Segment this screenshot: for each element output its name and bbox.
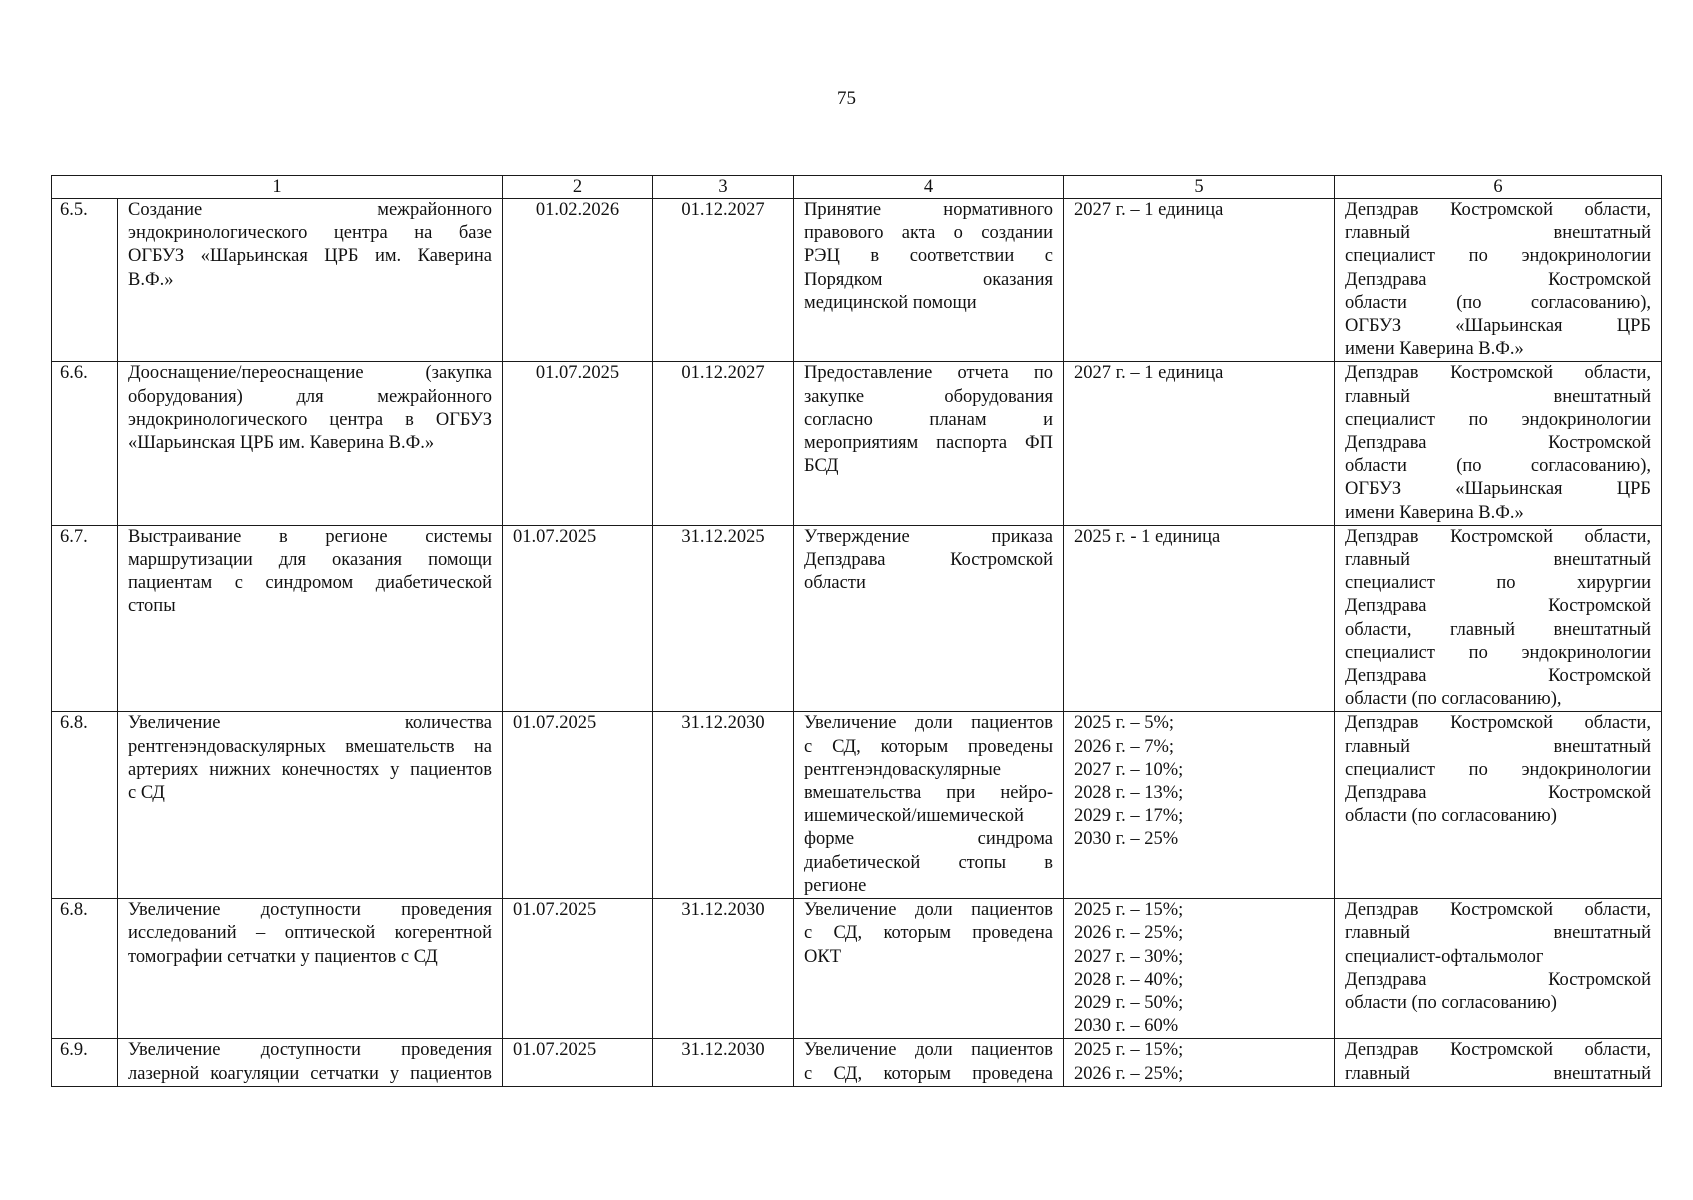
cell-text-line: Увеличение количества (128, 713, 492, 734)
start-date: 01.07.2025 (503, 1039, 653, 1086)
cell-text-line: Увеличение доступности проведения (128, 900, 492, 921)
cell-text-line: ОГБУЗ «Шарьинская ЦРБ им. Каверина (128, 246, 492, 267)
cell-text-line: согласно планам и (804, 409, 1053, 430)
responsible-party (1335, 1039, 1662, 1086)
cell-text-line: ОГБУЗ «Шарьинская ЦРБ (1345, 479, 1651, 500)
cell-text-line: эндокринологического центра в ОГБУЗ (128, 409, 492, 430)
cell-text-line: эндокринологического центра на базе (128, 223, 492, 244)
cell-text-line: Увеличение доли пациентов (804, 1040, 1053, 1061)
cell-text-line: артериях нижних конечностях у пациентов (128, 759, 492, 780)
cell-text-line: с СД (128, 783, 165, 804)
target-indicator (1064, 712, 1335, 899)
end-date: 31.12.2025 (653, 525, 794, 712)
cell-text-line: правового акта о создании (804, 223, 1053, 244)
cell-text-line: маршрутизации для оказания помощи (128, 550, 492, 571)
end-date: 31.12.2030 (653, 1039, 794, 1086)
cell-text-line: специалист по эндокринологии (1345, 246, 1651, 267)
measure-title (118, 1039, 503, 1086)
cell-text-line: Депздрава Костромской (804, 550, 1053, 571)
cell-text-line: Депздрав Костромской области, (1345, 363, 1651, 384)
cell-text-line: главный внештатный (1345, 386, 1651, 407)
header-col-2: 2 (503, 176, 653, 199)
cell-text-line: РЭЦ в соответствии с (804, 246, 1053, 267)
end-date: 31.12.2030 (653, 899, 794, 1039)
start-date: 01.07.2025 (503, 362, 653, 525)
cell-text-line: Депздрава Костромской (1345, 269, 1651, 290)
cell-text-line: 2025 г. – 15%; (1074, 900, 1184, 921)
cell-text-line: специалист по эндокринологии (1345, 759, 1651, 780)
cell-text-line: ОГБУЗ «Шарьинская ЦРБ (1345, 316, 1651, 337)
start-date: 01.07.2025 (503, 525, 653, 712)
cell-text-line: с СД, которым проведены (804, 736, 1053, 757)
cell-text-line: имени Каверина В.Ф.» (1345, 502, 1524, 523)
table-body (52, 176, 1662, 1087)
expected-result (794, 899, 1064, 1039)
target-indicator (1064, 525, 1335, 712)
cell-text-line: Порядком оказания (804, 269, 1053, 290)
cell-text-line: 2025 г. - 1 единица (1074, 526, 1221, 547)
cell-text-line: Депздрав Костромской области, (1345, 713, 1651, 734)
cell-text-line: главный внештатный (1345, 550, 1651, 571)
cell-text-line: 2027 г. – 1 единица (1074, 363, 1224, 384)
cell-text-line: главный внештатный (1345, 736, 1651, 757)
responsible-party (1335, 525, 1662, 712)
cell-text-line: стопы (128, 596, 176, 617)
row-number: 6.9. (52, 1039, 118, 1086)
cell-text-line: Депздрава Костромской (1345, 969, 1651, 990)
cell-text-line: 2026 г. – 25%; (1074, 923, 1184, 944)
cell-text-line: Депздрав Костромской области, (1345, 526, 1651, 547)
target-indicator (1064, 362, 1335, 525)
row-number: 6.7. (52, 525, 118, 712)
cell-text-line: области (по согласованию), (1345, 456, 1651, 477)
cell-text-line: закупке оборудования (804, 386, 1053, 407)
cell-text-line: мероприятиям паспорта ФП (804, 433, 1053, 454)
cell-text-line: Депздрава Костромской (1345, 783, 1651, 804)
cell-text-line: Увеличение доли пациентов (804, 713, 1053, 734)
start-date: 01.07.2025 (503, 899, 653, 1039)
measure-title (118, 199, 503, 362)
cell-text-line: медицинской помощи (804, 292, 977, 313)
expected-result (794, 1039, 1064, 1086)
cell-text-line: 2028 г. – 13%; (1074, 783, 1184, 804)
cell-text-line: 2027 г. – 30%; (1074, 946, 1184, 967)
responsible-party (1335, 712, 1662, 899)
cell-text-line: главный внештатный (1345, 923, 1651, 944)
cell-text-line: Принятие нормативного (804, 200, 1053, 220)
cell-text-line: специалист по хирургии (1345, 573, 1651, 594)
measure-title (118, 899, 503, 1039)
cell-text-line: области (по согласованию), (1345, 292, 1651, 313)
cell-text-line: форме синдрома (804, 829, 1053, 850)
measure-title (118, 712, 503, 899)
cell-text-line: области (804, 573, 866, 594)
page-number: 75 (837, 88, 856, 109)
cell-text-line: Увеличение доли пациентов (804, 900, 1053, 921)
cell-text-line: 2028 г. – 40%; (1074, 969, 1184, 990)
cell-text-line: исследований – оптической когерентной (128, 923, 492, 944)
table-row (52, 199, 1662, 362)
cell-text-line: области (по согласованию) (1345, 992, 1557, 1013)
cell-text-line: с СД, которым проведена (804, 1063, 1053, 1084)
cell-text-line: рентгенэндоваскулярных вмешательств на (128, 736, 492, 757)
table-row (52, 712, 1662, 899)
row-number: 6.8. (52, 712, 118, 899)
cell-text-line: Депздрава Костромской (1345, 596, 1651, 617)
table-row (52, 1039, 1662, 1086)
cell-text-line: БСД (804, 456, 839, 477)
row-number: 6.6. (52, 362, 118, 525)
expected-result (794, 525, 1064, 712)
cell-text-line: 2029 г. – 17%; (1074, 806, 1184, 827)
cell-text-line: «Шарьинская ЦРБ им. Каверина В.Ф.» (128, 433, 435, 454)
target-indicator (1064, 1039, 1335, 1086)
cell-text-line: области, главный внештатный (1345, 619, 1651, 640)
table-header-row (52, 176, 1662, 199)
cell-text-line: 2027 г. – 1 единица (1074, 200, 1224, 220)
cell-text-line: 2029 г. – 50%; (1074, 992, 1184, 1013)
end-date: 31.12.2030 (653, 712, 794, 899)
cell-text-line: 2030 г. – 60% (1074, 1016, 1179, 1037)
responsible-party (1335, 199, 1662, 362)
cell-text-line: Депздрава Костромской (1345, 433, 1651, 454)
header-col-4: 4 (794, 176, 1064, 199)
cell-text-line: пациентам с синдромом диабетической (128, 573, 492, 594)
cell-text-line: Выстраивание в регионе системы (128, 526, 492, 547)
cell-text-line: области (по согласованию) (1345, 806, 1557, 827)
cell-text-line: диабетической стопы в (804, 852, 1053, 873)
end-date: 01.12.2027 (653, 362, 794, 525)
cell-text-line: Депздрав Костромской области, (1345, 900, 1651, 921)
row-number: 6.5. (52, 199, 118, 362)
start-date: 01.02.2026 (503, 199, 653, 362)
start-date: 01.07.2025 (503, 712, 653, 899)
cell-text-line: ОКТ (804, 946, 841, 967)
cell-text-line: томографии сетчатки у пациентов с СД (128, 946, 438, 967)
cell-text-line: области (по согласованию), (1345, 689, 1562, 710)
cell-text-line: 2025 г. – 15%; (1074, 1040, 1184, 1061)
cell-text-line: специалист по эндокринологии (1345, 409, 1651, 430)
cell-text-line: лазерной коагуляции сетчатки у пациентов (128, 1063, 492, 1084)
responsible-party (1335, 362, 1662, 525)
cell-text-line: с СД, которым проведена (804, 923, 1053, 944)
cell-text-line: 2026 г. – 25%; (1074, 1063, 1184, 1084)
cell-text-line: 2030 г. – 25% (1074, 829, 1179, 850)
cell-text-line: Утверждение приказа (804, 526, 1053, 547)
cell-text-line: 2027 г. – 10%; (1074, 759, 1184, 780)
expected-result (794, 712, 1064, 899)
measures-table (51, 175, 1662, 1087)
end-date: 01.12.2027 (653, 199, 794, 362)
cell-text-line: Создание межрайонного (128, 200, 492, 220)
target-indicator (1064, 199, 1335, 362)
responsible-party (1335, 899, 1662, 1039)
row-number: 6.8. (52, 899, 118, 1039)
expected-result (794, 199, 1064, 362)
table-row (52, 362, 1662, 525)
cell-text-line: 2025 г. – 5%; (1074, 713, 1175, 734)
cell-text-line: регионе (804, 875, 867, 896)
cell-text-line: Увеличение доступности проведения (128, 1040, 492, 1061)
cell-text-line: специалист по эндокринологии (1345, 642, 1651, 663)
cell-text-line: оборудования) для межрайонного (128, 386, 492, 407)
cell-text-line: Депздрава Костромской (1345, 666, 1651, 687)
header-col-5: 5 (1064, 176, 1335, 199)
cell-text-line: ишемической/ишемической (804, 806, 1024, 827)
cell-text-line: В.Ф.» (128, 269, 174, 290)
cell-text-line: Депздрав Костромской области, (1345, 1040, 1651, 1061)
cell-text-line: вмешательства при нейро- (804, 783, 1053, 804)
header-col-1: 1 (52, 176, 503, 199)
table-row (52, 525, 1662, 712)
cell-text-line: главный внештатный (1345, 1063, 1651, 1084)
cell-text-line: 2026 г. – 7%; (1074, 736, 1175, 757)
cell-text-line: имени Каверина В.Ф.» (1345, 339, 1524, 360)
table-row (52, 899, 1662, 1039)
target-indicator (1064, 899, 1335, 1039)
measure-title (118, 362, 503, 525)
cell-text-line: Депздрав Костромской области, (1345, 200, 1651, 220)
expected-result (794, 362, 1064, 525)
cell-text-line: Дооснащение/переоснащение (закупка (128, 363, 492, 384)
cell-text-line: рентгенэндоваскулярные (804, 759, 1002, 780)
cell-text-line: специалист-офтальмолог (1345, 946, 1544, 967)
header-col-6: 6 (1335, 176, 1662, 199)
header-col-3: 3 (653, 176, 794, 199)
measure-title (118, 525, 503, 712)
cell-text-line: главный внештатный (1345, 223, 1651, 244)
cell-text-line: Предоставление отчета по (804, 363, 1053, 384)
